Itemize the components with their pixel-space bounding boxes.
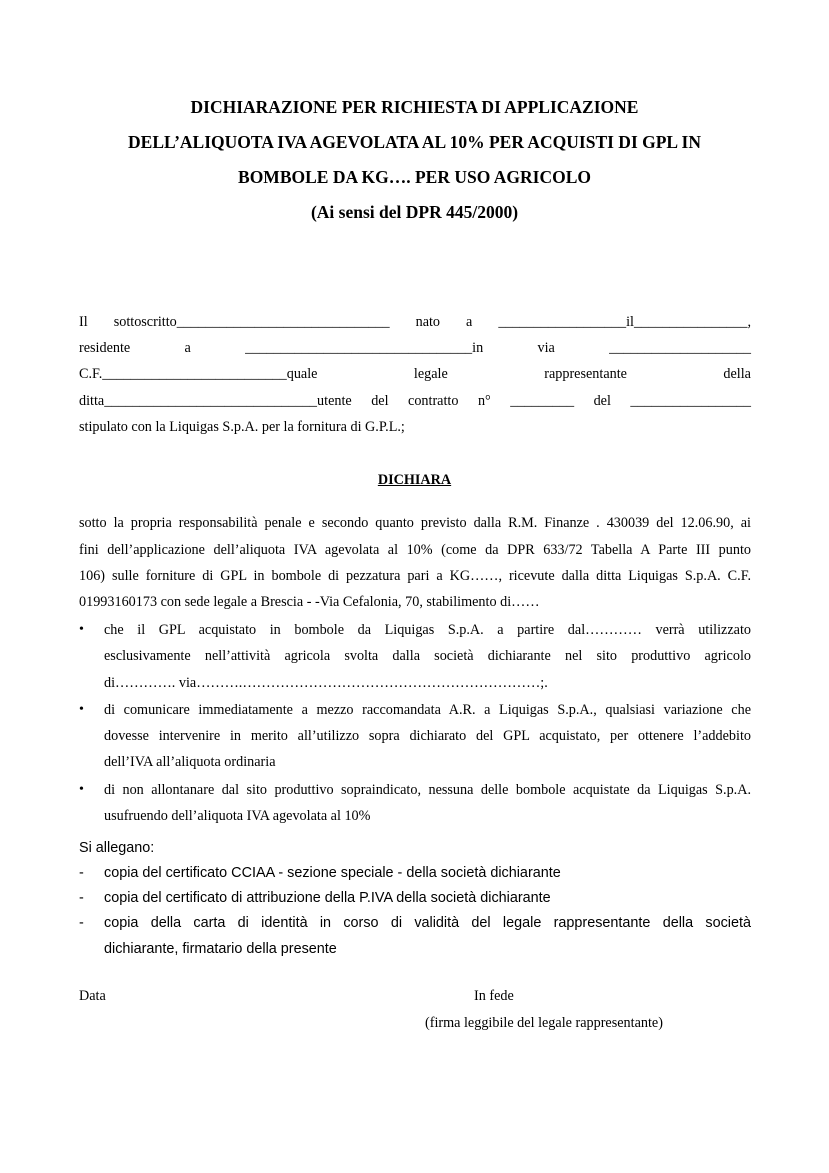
bullet-symbol: •	[79, 782, 84, 797]
attachments-heading: Si allegano:	[79, 840, 155, 856]
bullet-1-line-1: che il GPL acquistato in bombole da Liquigas S.p.A. a partire dal………… verrà utilizzato	[104, 622, 751, 638]
bullet-symbol: •	[79, 702, 84, 717]
title-line-3: BOMBOLE DA KG…. PER USO AGRICOLO	[238, 167, 591, 187]
signature-note: (firma leggibile del legale rappresentante)	[425, 1015, 663, 1031]
identity-line-1: Il sottoscritto______________________________ nato a __________________il________________,	[79, 314, 751, 330]
bullet-3-line-1: di non allontanare dal sito produttivo sopraindicato, nessuna delle bombole acquistate da Liquigas S.p.A.	[104, 782, 751, 798]
title-line-4: (Ai sensi del DPR 445/2000)	[310, 202, 519, 222]
intro-line-2: fini dell’applicazione dell’aliquota IVA agevolata al 10% (come da DPR 633/72 Tabella A Parte III punto	[79, 542, 751, 558]
intro-line-1: sotto la propria responsabilità penale e secondo quanto previsto dalla R.M. Finanze . 430039 del 12.06.90, ai	[79, 515, 751, 531]
attachment-dash: -	[79, 915, 84, 931]
attachment-dash: -	[79, 865, 84, 881]
attachment-item-3-line-1: copia della carta di identità in corso di validità del legale rappresentante della società	[104, 915, 751, 931]
attachment-item-1: copia del certificato CCIAA - sezione speciale - della società dichiarante	[104, 865, 561, 881]
bullet-2-line-1: di comunicare immediatamente a mezzo raccomandata A.R. a Liquigas S.p.A., qualsiasi variazione che	[104, 702, 751, 718]
bullet-2-line-2: dovesse intervenire in merito all’utilizzo sopra dichiarato del GPL acquistato, per ottenere l’addebito	[104, 728, 751, 744]
attachment-dash: -	[79, 890, 84, 906]
identity-line-5: stipulato con la Liquigas S.p.A. per la fornitura di G.P.L.;	[79, 419, 405, 435]
intro-line-4: 01993160173 con sede legale a Brescia - -Via Cefalonia, 70, stabilimento di……	[79, 594, 540, 610]
identity-line-4: ditta______________________________utente del contratto n° _________ del _________________	[79, 393, 751, 409]
identity-line-3: C.F.__________________________quale legale rappresentante della	[79, 366, 751, 382]
identity-line-2: residente a ________________________________in via ____________________	[79, 340, 751, 356]
title-line-2: DELL’ALIQUOTA IVA AGEVOLATA AL 10% PER ACQUISTI DI GPL IN	[128, 132, 701, 152]
bullet-symbol: •	[79, 622, 84, 637]
bullet-1-line-3: di…………. via……….………………………………………………………;.	[104, 675, 548, 691]
date-label: Data	[79, 988, 106, 1004]
section-heading: DICHIARA	[377, 472, 452, 488]
signature-label: In fede	[474, 988, 514, 1004]
bullet-3-line-2: usufruendo dell’aliquota IVA agevolata al 10%	[104, 808, 371, 824]
title-line-1: DICHIARAZIONE PER RICHIESTA DI APPLICAZIONE	[190, 97, 639, 117]
intro-line-3: 106) sulle forniture di GPL in bombole di pezzatura pari a KG……, ricevute dalla ditta Liquigas S.p.A. C.F.	[79, 568, 751, 584]
bullet-1-line-2: esclusivamente nell’attività agricola svolta dalla società dichiarante nel sito produttivo agricolo	[104, 648, 751, 664]
bullet-2-line-3: dell’IVA all’aliquota ordinaria	[104, 754, 276, 770]
attachment-item-2: copia del certificato di attribuzione della P.IVA della società dichiarante	[104, 890, 551, 906]
attachment-item-3-line-2: dichiarante, firmatario della presente	[104, 941, 337, 957]
